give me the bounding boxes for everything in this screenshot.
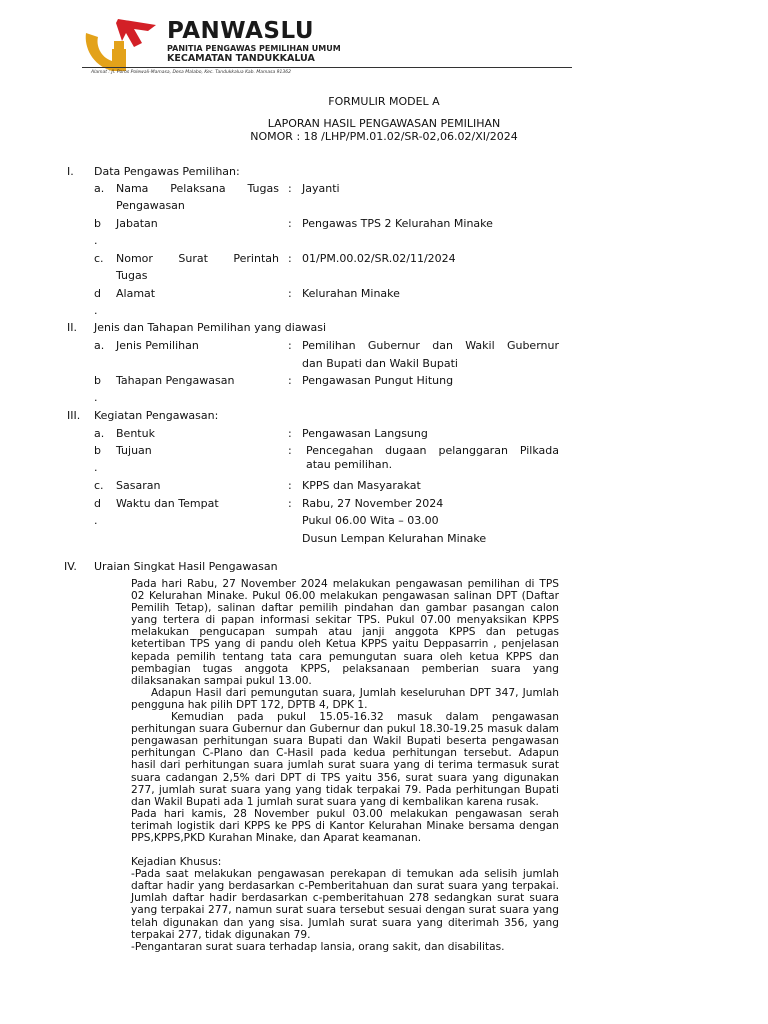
s3-row-c-marker: c. <box>94 479 104 492</box>
s2-row-a-value: Pemilihan Gubernur dan Wakil Gubernur <box>302 339 559 352</box>
s2-row-a-marker: a. <box>94 339 105 352</box>
section-3-numeral: III. <box>67 409 81 422</box>
s1-row-c-colon: : <box>288 252 292 265</box>
section-2-numeral: II. <box>67 321 77 334</box>
s3-row-d-value-place: Dusun Lempan Kelurahan Minake <box>302 532 487 545</box>
s1-row-b-label: Jabatan <box>116 217 158 230</box>
s2-row-a-value-cont: dan Bupati dan Wakil Bupati <box>302 357 458 370</box>
s3-row-d-marker: d <box>94 497 101 510</box>
section-4-heading: Uraian Singkat Hasil Pengawasan <box>94 560 278 573</box>
s3-row-b-colon: : <box>288 444 292 457</box>
s2-row-a-colon: : <box>288 339 292 352</box>
s1-row-b-colon: : <box>288 217 292 230</box>
s1-row-d-label: Alamat <box>116 287 156 300</box>
s1-row-d-value: Kelurahan Minake <box>302 287 400 300</box>
s3-row-c-value: KPPS dan Masyarakat <box>302 479 421 492</box>
s1-row-b-value: Pengawas TPS 2 Kelurahan Minake <box>302 217 493 230</box>
s1-row-b-marker-dot: . <box>94 234 98 247</box>
s3-row-b-label: Tujuan <box>116 444 152 457</box>
org-name: PANWASLU <box>167 18 315 44</box>
special-events-title: Kejadian Khusus: <box>131 856 222 869</box>
s3-row-a-marker: a. <box>94 427 105 440</box>
s2-row-b-marker: b <box>94 374 101 387</box>
s3-row-b-marker: b <box>94 444 101 457</box>
narrative-paragraph: Adapun Hasil dari pemungutan suara, Jumlah keseluruhan DPT 347, Jumlah pengguna hak pilih DPT 172, DPTB 4, DPK 1. <box>131 686 559 711</box>
s1-row-d-marker: d <box>94 287 101 300</box>
s1-row-c-marker: c. <box>94 252 104 265</box>
s2-row-b-colon: : <box>288 374 292 387</box>
s3-row-c-colon: : <box>288 479 292 492</box>
special-event-item: -Pada saat melakukan pengawasan perekapan di temukan ada selisih jumlah daftar hadir yang berdasarkan c-Pemberitahuan dan surat suara yang terpakai. Jumlah daftar hadir berdasarkan c-pemberitahuan 278 sedangkan surat suara yang terpakai 277, namun surat suara tersebut sesuai dengan surat suara yang telah digunakan dan yang sisa. Jumlah surat suara yang diterimah 356, yang terpakai 277, tidak digunakan 79. <box>131 868 559 941</box>
org-address: Alamat : Jl. Poros Polewali-Mamasa, Desa Malabo, Kec. Tandukkalua Kab. Mamasa 91362 <box>91 70 291 75</box>
s3-row-b-value: Pencegahan dugaan pelanggaran Pilkada <box>306 444 559 457</box>
section-3-heading: Kegiatan Pengawasan: <box>94 409 219 422</box>
s3-row-d-colon: : <box>288 497 292 510</box>
report-number: NOMOR : 18 /LHP/PM.01.02/SR-02,06.02/XI/2024 <box>250 130 518 143</box>
org-subtitle: PANITIA PENGAWAS PEMILIHAN UMUM <box>167 44 341 53</box>
s2-row-a-label: Jenis Pemilihan <box>116 339 199 352</box>
s3-row-d-value-time: Pukul 06.00 Wita – 03.00 <box>302 514 439 527</box>
s1-row-a-colon: : <box>288 182 292 195</box>
form-title: FORMULIR MODEL A <box>328 95 440 108</box>
s1-row-a-label: Nama Pelaksana Tugas <box>116 182 279 195</box>
special-event-item: -Pengantaran surat suara terhadap lansia, orang sakit, dan disabilitas. <box>131 940 505 953</box>
s1-row-a-value: Jayanti <box>302 182 340 195</box>
section-4-numeral: IV. <box>64 560 77 573</box>
s3-row-a-value: Pengawasan Langsung <box>302 427 428 440</box>
narrative-body <box>131 578 559 953</box>
section-2-heading: Jenis dan Tahapan Pemilihan yang diawasi <box>94 321 327 334</box>
s1-row-c-value: 01/PM.00.02/SR.02/11/2024 <box>302 252 456 265</box>
panwaslu-logo <box>82 17 160 73</box>
s3-row-c-label: Sasaran <box>116 479 161 492</box>
s1-row-c-label-cont: Tugas <box>116 269 148 282</box>
s3-row-a-label: Bentuk <box>116 427 155 440</box>
org-kecamatan: KECAMATAN TANDUKKALUA <box>167 53 315 64</box>
s3-row-d-label: Waktu dan Tempat <box>116 497 219 510</box>
narrative-paragraph: Pada hari kamis, 28 November pukul 03.00 melakukan pengawasan serah terimah logistik dari KPPS ke PPS di Kantor Kelurahan Minake bersama dengan PPS,KPPS,PKD Kurahan Minake, dan Aparat keamanan. <box>131 807 559 844</box>
s2-row-b-marker-dot: . <box>94 391 98 404</box>
s1-row-a-marker: a. <box>94 182 105 195</box>
narrative-paragraph: Kemudian pada pukul 15.05-16.32 masuk dalam pengawasan perhitungan suara Gubernur dan Gubernur dan pukul 18.30-19.25 masuk dalam pengawasan perhitungan suara Bupati dan Wakil Bupati beserta pengawasan perhitungan C-Plano dan C-Hasil pada kedua perhitungan tersebut. Adapun hasil dari perhitungan suara jumlah surat suara yang di terima termasuk surat suara cadangan 2,5% dari DPT di TPS yaitu 356, surat suara yang digunakan 277, jumlah surat suara yang yang tidak terpakai 79. Pada perhitungan Bupati dan Wakil Bupati ada 1 jumlah surat suara yang di kembalikan karena rusak. <box>131 711 559 808</box>
s2-row-b-value: Pengawasan Pungut Hitung <box>302 374 454 387</box>
s1-row-c-label: Nomor Surat Perintah <box>116 252 279 265</box>
narrative-paragraph: Pada hari Rabu, 27 November 2024 melakukan pengawasan pemilihan di TPS 02 Kelurahan Minake. Pukul 06.00 melakukan pengawasan salinan DPT (Daftar Pemilih Tetap), salinan daftar pemilih pindahan dan gambar pasangan calon yang tertera di papan informasi sekitar TPS. Pukul 07.00 menyaksikan KPPS melakukan pengucapan sumpah atau janji anggota KPPS dan petugas ketertiban TPS yang di pandu oleh Ketua KPPS yaitu Deppasarrin , penjelasan kepada pemilih tentang tata cara pemungutan suara oleh ketua KPPS dan pembagian tugas anggota KPPS, pelaksanaan pemberian suara yang dilaksanakan sampai pukul 13.00. <box>131 578 559 687</box>
report-title: LAPORAN HASIL PENGAWASAN PEMILIHAN <box>267 117 501 130</box>
s3-row-b-value-cont: atau pemilihan. <box>306 458 393 471</box>
section-1-heading: Data Pengawas Pemilihan: <box>94 165 240 178</box>
s3-row-b-marker-dot: . <box>94 461 98 474</box>
s1-row-d-marker-dot: . <box>94 304 98 317</box>
s3-row-d-marker-dot: . <box>94 514 98 527</box>
s2-row-b-label: Tahapan Pengawasan <box>116 374 235 387</box>
s1-row-d-colon: : <box>288 287 292 300</box>
header-divider <box>82 67 572 68</box>
s1-row-b-marker: b <box>94 217 101 230</box>
section-1-numeral: I. <box>67 165 74 178</box>
s1-row-a-label-cont: Pengawasan <box>116 199 185 212</box>
s3-row-a-colon: : <box>288 427 292 440</box>
s3-row-d-value-date: Rabu, 27 November 2024 <box>302 497 444 510</box>
